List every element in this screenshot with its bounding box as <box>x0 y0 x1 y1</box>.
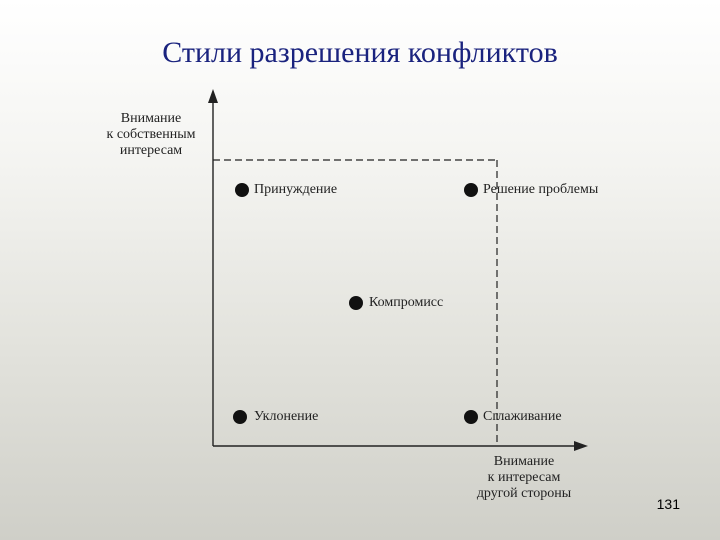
smoothing-label: Сглаживание <box>483 409 562 424</box>
page-number: 131 <box>656 496 680 512</box>
y-axis-label-line-3: интересам <box>119 143 183 158</box>
x-axis-label-line-3: другой стороны <box>476 486 572 501</box>
smoothing-dot <box>464 410 478 424</box>
avoidance-dot <box>233 410 247 424</box>
problem-solving-label: Решение проблемы <box>483 182 599 197</box>
compromise-dot <box>349 296 363 310</box>
coercion-dot <box>235 183 249 197</box>
y-axis-label-line-2: к собственным <box>106 127 196 142</box>
avoidance-label: Уклонение <box>254 409 319 424</box>
y-axis-label <box>96 111 206 159</box>
y-axis-arrowhead <box>208 89 218 103</box>
slide-title: Стили разрешения конфликтов <box>162 36 558 69</box>
compromise-label: Компромисс <box>369 295 444 310</box>
x-axis-label <box>464 454 584 502</box>
x-axis-label-line-2: к интересам <box>487 470 561 485</box>
y-axis-label-line-1: Внимание <box>120 111 182 126</box>
x-axis-label-line-1: Внимание <box>493 454 555 469</box>
problem-solving-dot <box>464 183 478 197</box>
x-axis-arrowhead <box>574 441 588 451</box>
coercion-label: Принуждение <box>254 182 338 197</box>
